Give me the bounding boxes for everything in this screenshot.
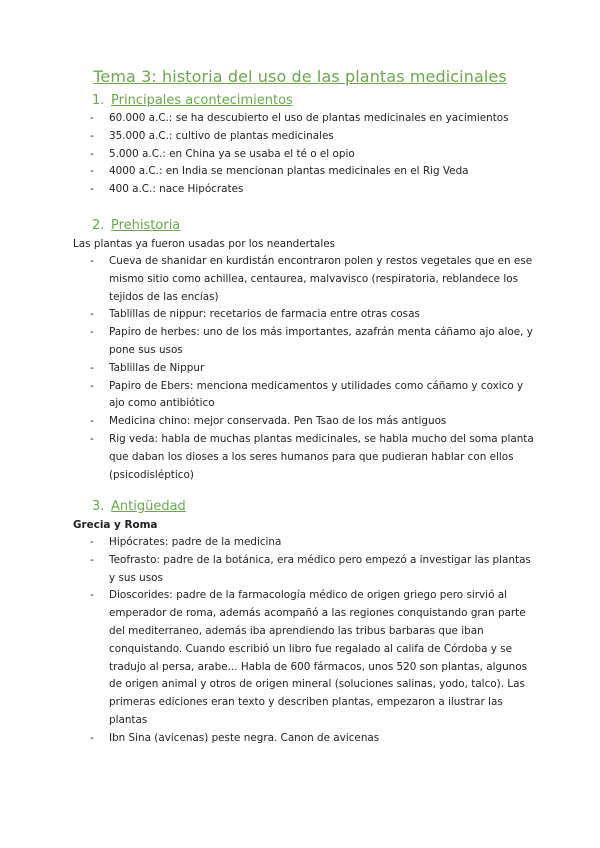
list-item: - 5.000 a.C.: en China ya se usaba el té o el opio (90, 147, 355, 160)
list-item: - Ibn Sina (avicenas) peste negra. Canon de avicenas (90, 731, 380, 744)
list-item: - Cueva de shanidar en kurdistán encontraron polen y restos vegetales que en ese mismo sitio como achillea, centaurea, malvavisco (respiratoria, reblandece los tejidos de las encías) (90, 255, 533, 303)
list-item: - Papiro de Ebers: menciona medicamentos y utilidades como cáñamo y coxico y ajo como antibiótico (90, 379, 524, 410)
list-item: - 4000 a.C.: en India se mencionan plantas medicinales en el Rig Veda (90, 165, 469, 178)
section-heading-1 (92, 93, 293, 108)
section-1-list (90, 110, 540, 199)
section-2-list (90, 253, 540, 484)
list-item: - Teofrasto: padre de la botánica, era médico pero empezó a investigar las plantas y sus usos (90, 553, 531, 584)
list-item: - Hipócrates: padre de la medicina (90, 536, 282, 548)
section-title: Principales acontecimientos (111, 93, 293, 108)
section-number: 3. (92, 499, 105, 514)
list-item: - 400 a.C.: nace Hipócrates (90, 183, 244, 196)
section-subheading: Grecia y Roma (73, 519, 158, 531)
section-number: 1. (92, 93, 105, 108)
section-title: Prehistoria (111, 218, 181, 233)
section-3-list (90, 534, 540, 748)
list-item: - Medicina chino: mejor conservada. Pen Tsao de los más antiguos (90, 415, 447, 428)
section-intro: Las plantas ya fueron usadas por los neandertales (73, 238, 336, 250)
section-title: Antigüedad (111, 499, 186, 514)
list-item: - 35.000 a.C.: cultivo de plantas medicinales (90, 129, 334, 142)
list-item: - Tablillas de Nippur (90, 361, 205, 374)
page-title: Tema 3: historia del uso de las plantas medicinales (93, 67, 507, 86)
list-item: - Papiro de herbes: uno de los más importantes, azafrán menta cáñamo ajo aloe, y pone sus usos (90, 326, 533, 356)
section-heading-3 (92, 499, 186, 514)
list-item: - Dioscorides: padre de la farmacología médico de origen griego pero sirvió al emperador de roma, además acompañó a las regiones conquistando gran parte del mediterraneo, además iba aprendiendo las tribus barbaras que iban conquistando. Cuando escribió un libro fue regalado al califa de Córdoba y se tradujo al persa, arabe... Habla de 600 fármacos, unos 520 son plantas, algunos de origen animal y otros de origen mineral (soluciones salinas, yodo, talco). Las primeras ediciones eran texto y describen plantas, empezaron a ilustrar las plantas (90, 589, 528, 726)
section-number: 2. (92, 218, 105, 233)
list-item: - Tablillas de nippur: recetarios de farmacia entre otras cosas (90, 308, 420, 321)
list-item: - Rig veda: habla de muchas plantas medicinales, se habla mucho del soma planta que daban los dioses a los seres humanos para que pudieran hablar con ellos (psicodisléptico) (90, 432, 534, 481)
section-heading-2 (92, 218, 180, 233)
list-item: - 60.000 a.C.: se ha descubierto el uso de plantas medicinales en yacimientos (90, 112, 509, 124)
